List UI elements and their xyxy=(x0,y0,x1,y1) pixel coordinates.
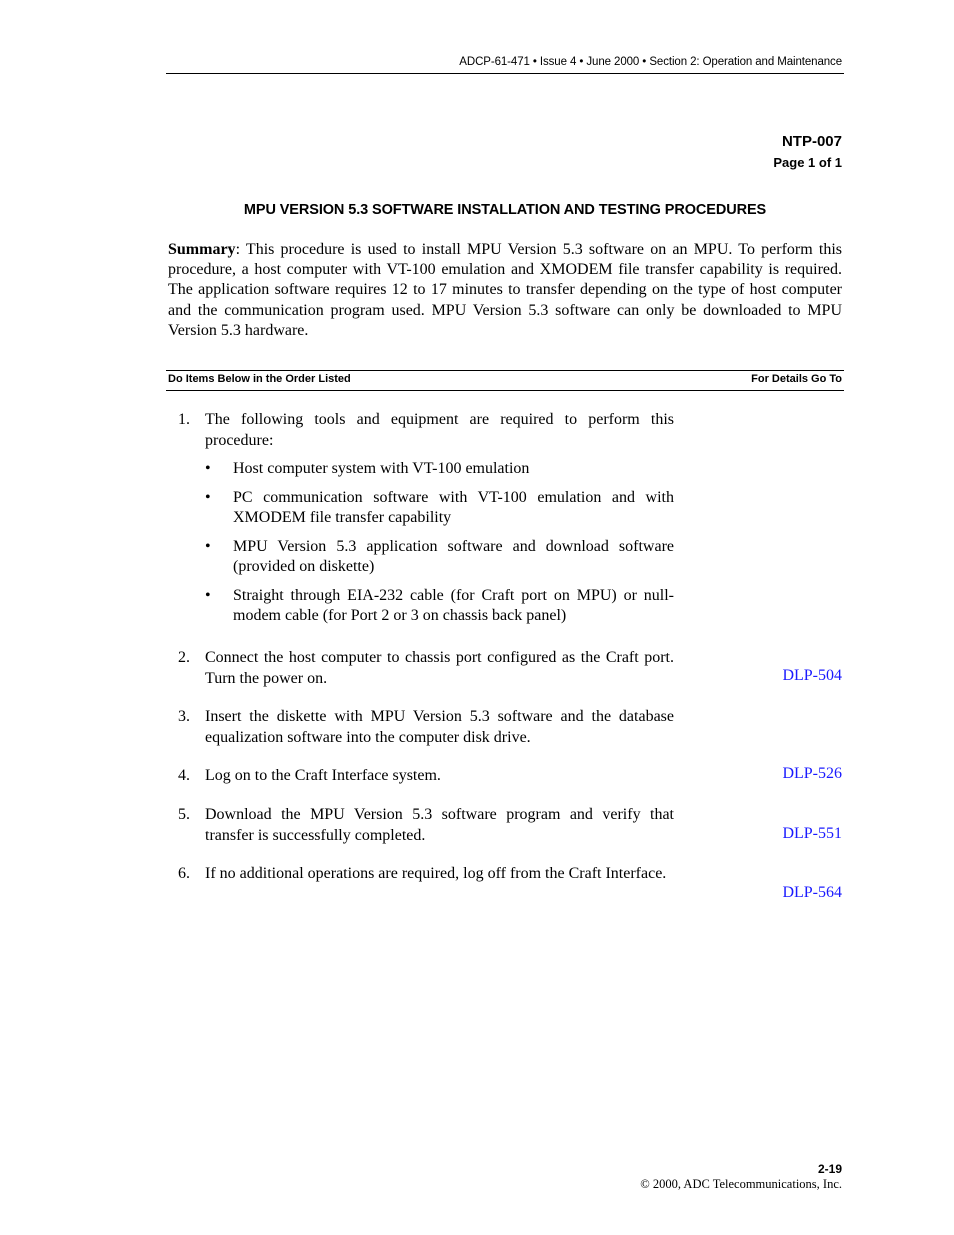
step-5 xyxy=(178,804,674,846)
dlp-504-link[interactable]: DLP-504 xyxy=(782,667,842,684)
bullet-icon: • xyxy=(205,460,211,477)
summary-text: : This procedure is used to install MPU Version 5.3 software on an MPU. To perform this procedure, a host computer with VT-100 emulation and XMODEM file transfer capability is required. The application software requires 12 to 17 minutes to transfer depending on the type of host computer and the communication program used. MPU Version 5.3 software can only be downloaded to MPU Version 5.3 hardware. xyxy=(168,241,842,339)
step-1 xyxy=(178,409,674,627)
bullet-icon: • xyxy=(205,537,211,555)
bullet-icon: • xyxy=(205,586,211,604)
page-count: Page 1 of 1 xyxy=(773,155,842,170)
dlp-564-link[interactable]: DLP-564 xyxy=(782,884,842,901)
step-6 xyxy=(178,863,674,884)
bullet-icon: • xyxy=(205,488,211,506)
step-number: 2. xyxy=(178,649,190,666)
bullet-text: Host computer system with VT-100 emulation xyxy=(233,460,530,477)
step-2 xyxy=(178,647,674,689)
step-number: 4. xyxy=(178,767,190,784)
step-4 xyxy=(178,765,674,786)
bullet-text: PC communication software with VT-100 emulation and with XMODEM file transfer capability xyxy=(233,488,674,526)
running-header: ADCP-61-471 • Issue 4 • June 2000 • Section 2: Operation and Maintenance xyxy=(459,56,842,68)
bullet-text: Straight through EIA-232 cable (for Craft port on MPU) or null-modem cable (for Port 2 or 3 on chassis back panel) xyxy=(233,586,674,624)
list-item xyxy=(205,488,674,529)
step-number: 1. xyxy=(178,411,190,428)
step-text: Log on to the Craft Interface system. xyxy=(205,767,441,784)
table-header xyxy=(166,370,844,391)
step-number: 3. xyxy=(178,708,190,725)
summary-paragraph xyxy=(168,240,842,341)
page-number: 2-19 xyxy=(817,1162,842,1176)
copyright: © 2000, ADC Telecommunications, Inc. xyxy=(640,1177,842,1191)
step-number: 6. xyxy=(178,865,190,882)
procedure-title: MPU VERSION 5.3 SOFTWARE INSTALLATION AND TESTING PROCEDURES xyxy=(243,202,767,218)
column-header-details: For Details Go To xyxy=(751,373,842,385)
step-text: Download the MPU Version 5.3 software program and verify that transfer is successfully completed. xyxy=(205,806,674,844)
step-text: The following tools and equipment are required to perform this procedure: xyxy=(205,411,674,449)
list-item xyxy=(205,459,674,480)
header-rule xyxy=(166,73,844,74)
bullet-text: MPU Version 5.3 application software and download software (provided on diskette) xyxy=(233,537,674,575)
step-3 xyxy=(178,706,674,748)
column-header-steps: Do Items Below in the Order Listed xyxy=(168,373,351,385)
list-item xyxy=(205,537,674,578)
step-text: If no additional operations are required, log off from the Craft Interface. xyxy=(205,865,667,882)
document-id: NTP-007 xyxy=(781,133,842,150)
step-text: Insert the diskette with MPU Version 5.3 software and the database equalization software into the computer disk drive. xyxy=(205,708,674,746)
step-number: 5. xyxy=(178,806,190,823)
dlp-551-link[interactable]: DLP-551 xyxy=(782,825,842,842)
summary-label: Summary xyxy=(168,241,236,258)
list-item xyxy=(205,586,674,627)
dlp-526-link[interactable]: DLP-526 xyxy=(782,765,842,782)
step-text: Connect the host computer to chassis port configured as the Craft port. Turn the power on. xyxy=(205,649,674,687)
